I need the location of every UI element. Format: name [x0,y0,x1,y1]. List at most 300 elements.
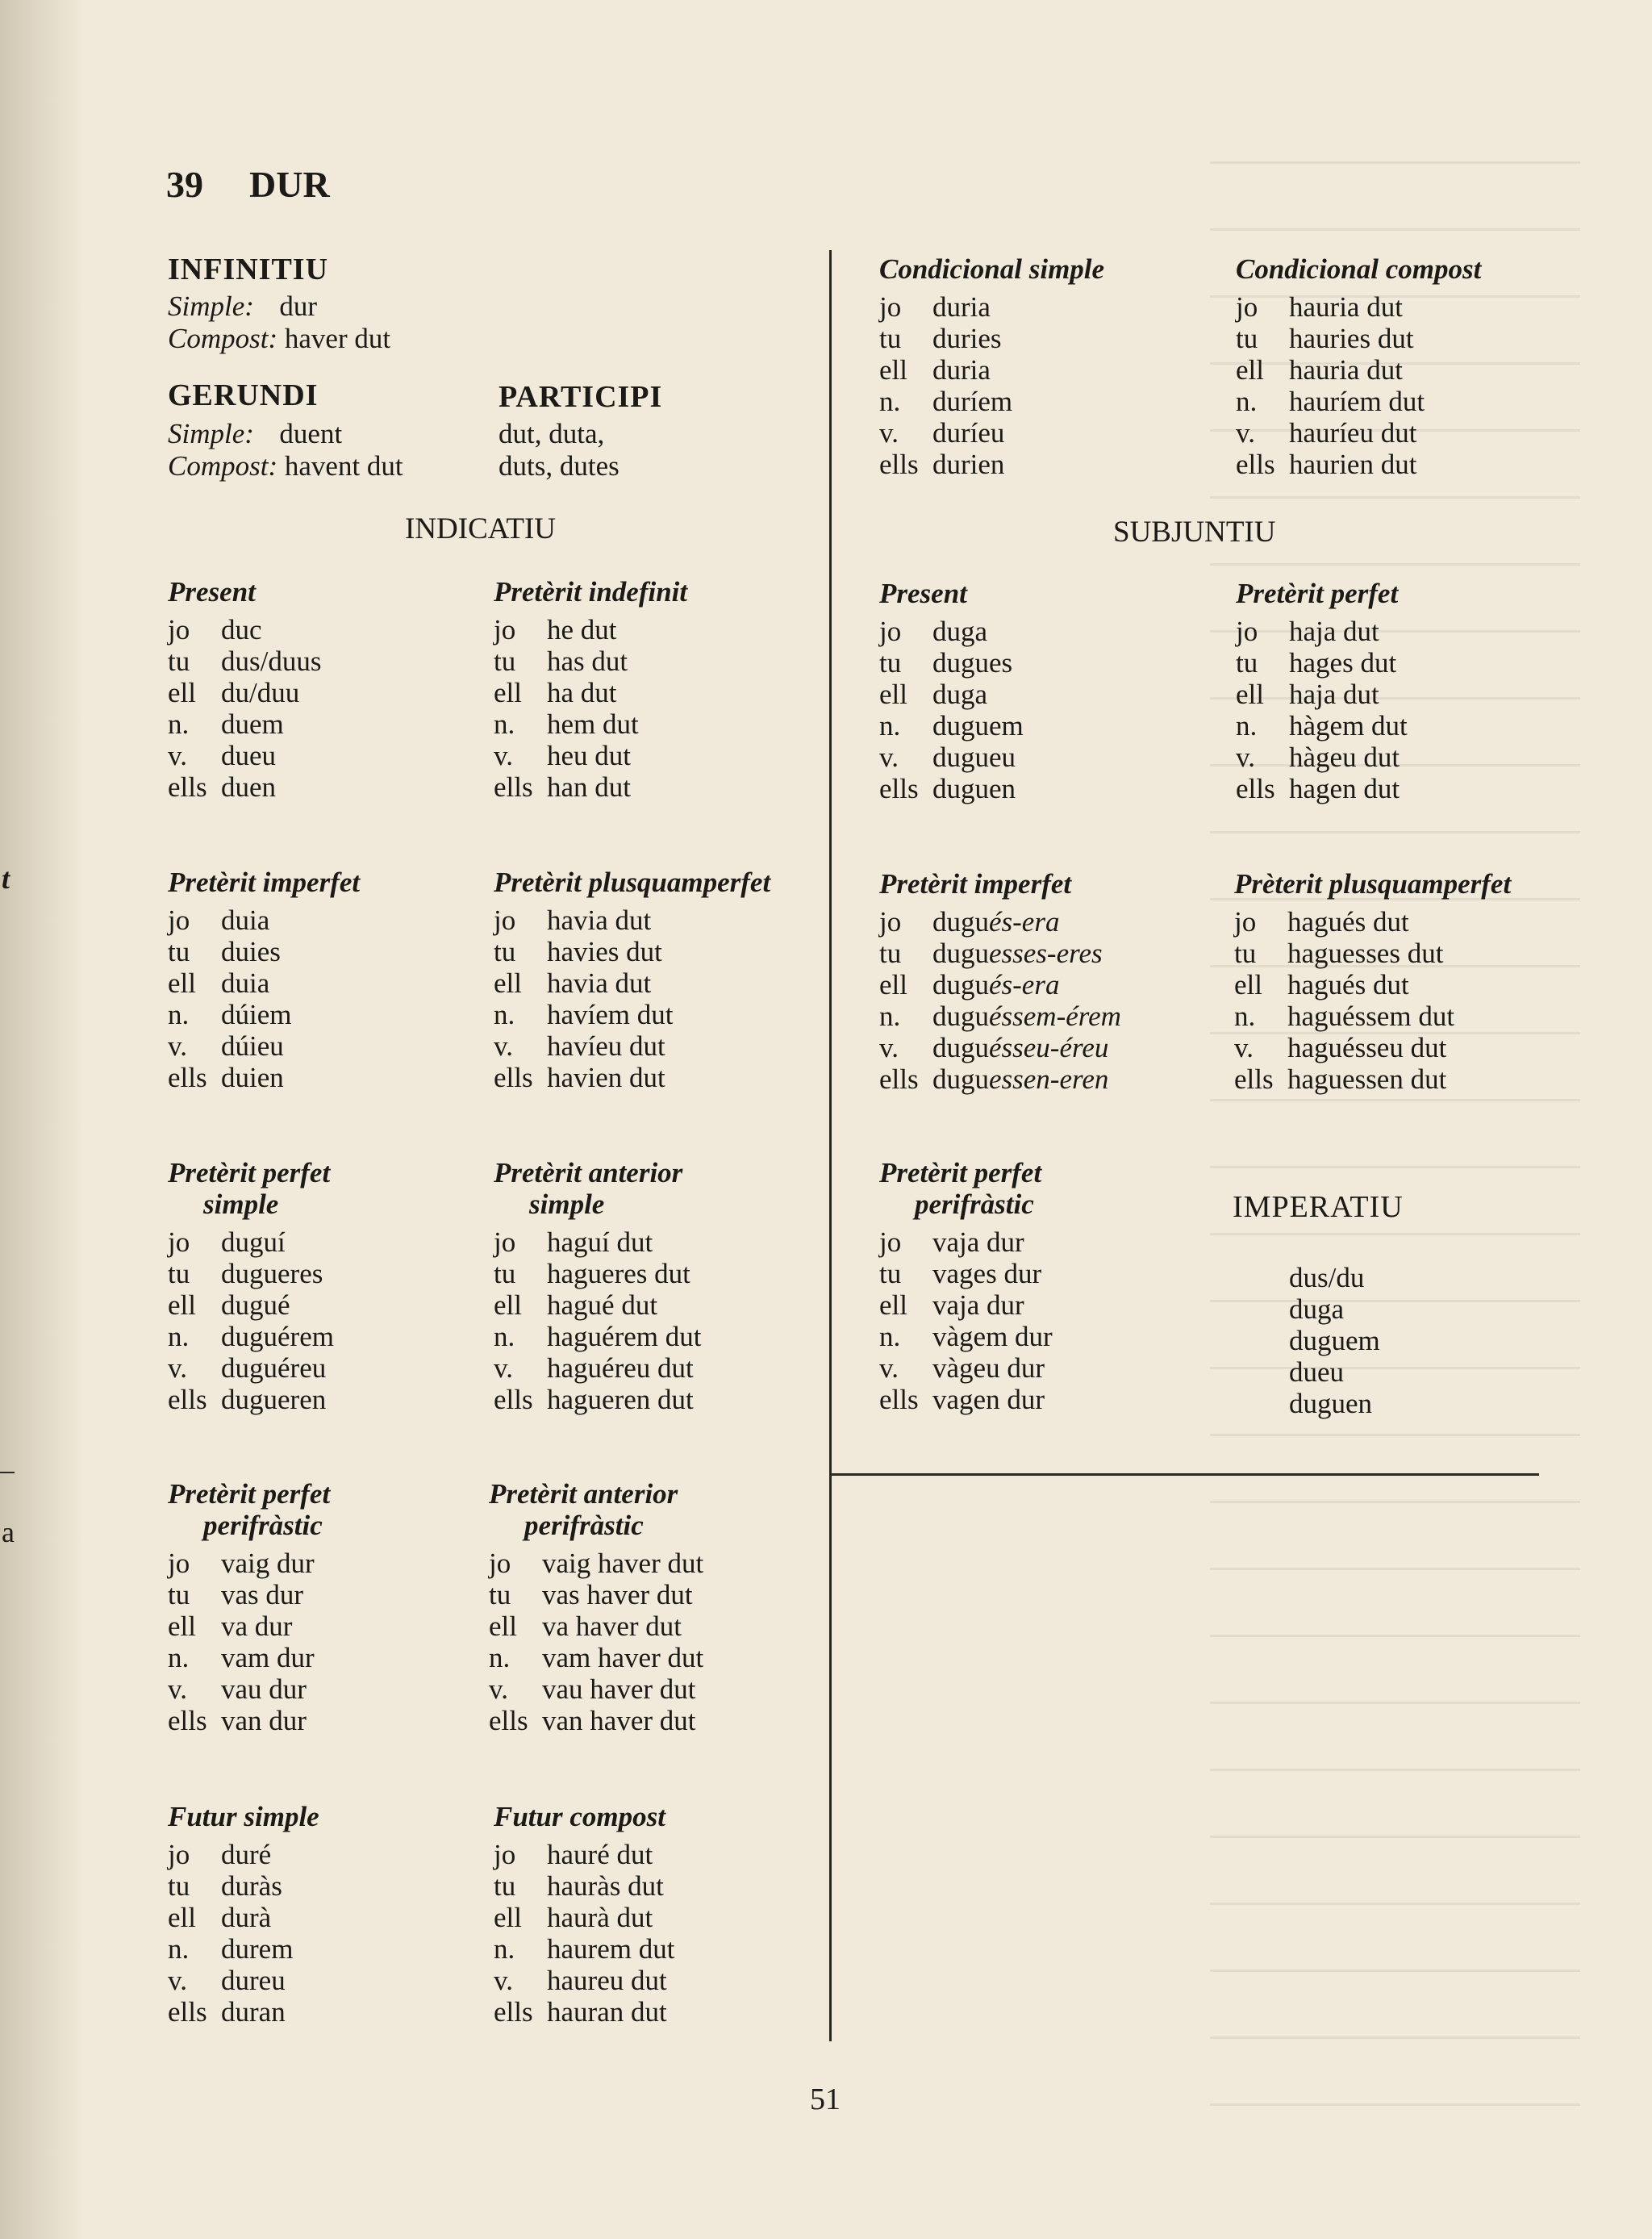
pronoun: jo [879,616,902,647]
verb-form [542,1610,682,1642]
verb-form-stem: ha dut [547,677,617,708]
verb-form [547,1226,653,1258]
verb-form [932,969,1059,1000]
pronoun: jo [1236,291,1258,323]
pronoun: v. [879,417,899,449]
conjugation-list [168,1226,334,1415]
verb-form-stem: duc [221,614,262,645]
verb-form [932,773,1016,804]
verb-form [221,1642,315,1673]
pronoun: tu [494,1870,516,1902]
conjugation-row [879,354,1104,386]
conjugation-row [879,291,1104,323]
tense-title [494,1801,674,1832]
pronoun: ell [494,1902,522,1933]
conjugation-row [879,616,1024,647]
verb-form [547,1321,701,1352]
tense-title-line: Pretèrit perfet [1236,578,1399,609]
pronoun: ell [494,1289,522,1321]
conjugation-row [494,1902,674,1933]
pronoun: ells [168,1996,207,2028]
conjugation-list [494,1226,701,1415]
pronoun: n. [168,1642,190,1673]
tense-title [494,867,770,898]
pronoun: v. [489,1673,508,1705]
tense-title [879,253,1104,285]
tense-condicional-simple [879,253,1104,480]
pronoun: jo [879,1226,902,1258]
pronoun: ell [168,967,196,999]
conjugation-row [494,967,770,999]
verb-form [1287,969,1409,1000]
tense-title-line: Pretèrit anterior [494,1157,683,1188]
verb-form-stem: vam dur [221,1642,315,1673]
conjugation-row [1234,969,1511,1000]
pronoun: ell [879,354,907,386]
conjugation-row [879,1352,1053,1384]
verb-form-stem: havien dut [547,1062,665,1093]
conjugation-row [879,1321,1053,1352]
verb-form [1289,323,1414,354]
pronoun: jo [494,904,516,936]
verb-form-stem: dugu [932,969,989,1000]
verb-form [932,1258,1041,1289]
pronoun: n. [1236,386,1258,417]
pronoun: jo [168,1548,190,1579]
verb-form-stem: hagueren dut [547,1384,694,1415]
conjugation-row [1236,386,1481,417]
pronoun: tu [1236,647,1258,679]
pronoun: ell [168,1610,196,1642]
verb-form [932,1226,1024,1258]
verb-form [932,354,991,386]
verb-form-stem: durem [221,1933,294,1965]
pronoun: n. [494,708,515,740]
pronoun: ell [494,967,522,999]
verb-form-stem: hagueres dut [547,1258,690,1289]
verb-form-stem: haja dut [1289,616,1379,647]
tense-preterit-indefinit [494,576,687,803]
verb-form [932,906,1059,938]
verb-form [221,1289,290,1321]
verb-form [932,1352,1045,1384]
verb-form [221,645,321,677]
pronoun: jo [494,1226,516,1258]
pronoun: ells [494,1996,533,2028]
pronoun: ells [494,1062,533,1093]
verb-form [221,1062,284,1093]
conjugation-list [879,616,1024,804]
pronoun: n. [489,1642,511,1673]
participi-line: dut, duta, [499,418,605,449]
tense-title [168,1801,319,1832]
verb-form [932,710,1024,741]
conjugation-row [494,999,770,1030]
conjugation-row [168,677,321,708]
conjugation-row [168,708,321,740]
conjugation-row [494,708,687,740]
verb-form [932,938,1103,969]
verb-form-stem: dugu [932,1000,989,1032]
verb-form [542,1579,693,1610]
verb-form-stem: vau dur [221,1673,307,1705]
conjugation-row [168,1289,334,1321]
verb-form-stem: heu dut [547,740,632,771]
tense-subjuntiu-preterit-perfet [1236,578,1408,804]
pronoun: ell [879,1289,907,1321]
conjugation-row [494,1996,674,2028]
conjugation-list [168,904,360,1093]
imperatiu-form: duga [1289,1293,1345,1325]
verb-form [547,771,631,803]
conjugation-row [489,1548,703,1579]
verb-form-stem: van haver dut [542,1705,696,1736]
conjugation-list [494,1839,674,2028]
verb-form-stem: haja dut [1289,679,1379,710]
verb-form [547,1062,665,1093]
verb-form-stem: haurien dut [1289,449,1417,480]
verb-form-stem: hauria dut [1289,291,1403,323]
pronoun: ell [1236,679,1264,710]
tense-subjuntiu-present [879,578,1024,804]
verb-form-stem: vages dur [932,1258,1042,1289]
verb-form [547,936,662,967]
pronoun: n. [879,1321,901,1352]
conjugation-row [168,1673,330,1705]
pronoun: tu [879,938,902,969]
conjugation-row [494,936,770,967]
tense-title-line: Pretèrit perfet [879,1157,1042,1188]
pronoun: v. [1234,1032,1254,1063]
conjugation-row [168,1352,334,1384]
tense-title [168,1478,330,1541]
conjugation-row [879,1226,1053,1258]
pronoun: v. [168,1030,187,1062]
conjugation-row [879,1063,1121,1095]
pronoun: ell [168,1902,196,1933]
conjugation-row [168,1610,330,1642]
conjugation-list [494,614,687,803]
conjugation-row [1236,291,1481,323]
tense-title [879,868,1121,900]
pronoun: n. [494,999,515,1030]
verb-form-stem: duran [221,1996,286,2028]
verb-form-ending: éssem-érem [989,1000,1121,1032]
verb-form [547,967,651,999]
verb-form [221,936,281,967]
verb-form [221,967,269,999]
conjugation-row [879,1032,1121,1063]
verb-form [547,1384,694,1415]
conjugation-row [879,969,1121,1000]
tense-title-line: Present [168,576,256,608]
verb-form-stem: hagués dut [1287,969,1409,1000]
verb-form [547,1289,657,1321]
verb-form [221,1384,326,1415]
tense-futur-simple [168,1801,319,2028]
verb-form [547,1933,674,1965]
verb-form-stem: haguí dut [547,1226,653,1258]
tense-title-line: Pretèrit imperfet [168,867,361,898]
verb-form-stem: duem [221,708,284,740]
verb-form-stem: hauríem dut [1289,386,1425,417]
conjugation-row [168,999,360,1030]
pronoun: tu [1236,323,1258,354]
verb-form-stem: durien [932,449,1005,480]
conjugation-row [494,1352,701,1384]
pronoun: v. [1236,741,1255,773]
verb-form [547,1839,653,1870]
verb-form-stem: hauràs dut [547,1870,664,1902]
pronoun: v. [1236,417,1255,449]
conjugation-row [494,1258,701,1289]
tense-preterit-anterior-perifrastic [489,1478,703,1736]
verb-form-stem: havies dut [547,936,662,967]
tense-title-line: Futur compost [494,1801,665,1832]
pronoun: v. [168,1352,187,1384]
verb-form [1289,449,1416,480]
conjugation-list [879,906,1121,1095]
pronoun: jo [168,614,190,645]
conjugation-row [494,1289,701,1321]
column-divider [829,250,832,2041]
verb-form-stem: duguem [932,710,1024,741]
pronoun: tu [489,1579,511,1610]
verb-form-stem: vaja dur [932,1226,1024,1258]
conjugation-list [879,1226,1053,1415]
imperatiu-form: duguen [1289,1388,1373,1419]
conjugation-row [168,1258,334,1289]
conjugation-list [168,1548,330,1736]
conjugation-list [1236,616,1408,804]
verb-form-stem: duguéreu [221,1352,327,1384]
verb-form-stem: haguérem dut [547,1321,702,1352]
conjugation-row [879,647,1024,679]
verb-form [547,1870,664,1902]
verb-form [932,1289,1024,1321]
tense-title-line: Pretèrit perfet [168,1157,331,1188]
conjugation-row [168,1226,334,1258]
verb-form-stem: haureu dut [547,1965,667,1996]
tense-title [1236,578,1408,609]
verb-form-stem: hages dut [1289,647,1397,679]
conjugation-row [489,1642,703,1673]
pronoun: jo [494,1839,516,1870]
tense-subjuntiu-preterit-plusquamperfet [1234,868,1511,1095]
verb-form-stem: haguesses dut [1287,938,1444,969]
conjugation-row [494,1870,674,1902]
conjugation-row [879,1258,1053,1289]
pronoun: n. [168,1321,190,1352]
pronoun: ells [494,771,533,803]
infinitiu-title: INFINITIU [168,253,329,286]
conjugation-row [168,645,321,677]
verb-form [547,999,674,1030]
pronoun: ells [1236,449,1275,480]
pronoun: v. [879,1352,899,1384]
pronoun: v. [494,1352,513,1384]
tense-title-line: perifràstic [524,1510,644,1541]
pronoun: ells [1234,1063,1274,1095]
pronoun: tu [879,1258,902,1289]
verb-form [547,1965,667,1996]
verb-form [932,291,991,323]
verb-form [542,1548,703,1579]
verb-form-stem: hem dut [547,708,639,740]
pronoun: ell [879,969,907,1000]
conjugation-row [168,904,360,936]
verb-form-stem: dúiem [221,999,292,1030]
verb-form [1289,710,1408,741]
pronoun: ells [879,449,919,480]
verb-form-ending: esses-eres [989,938,1103,969]
verb-form [932,1384,1045,1415]
conjugation-row [879,449,1104,480]
conjugation-row [494,1384,701,1415]
verb-form [221,1030,284,1062]
conjugation-row [168,1902,319,1933]
tense-condicional-compost [1236,253,1481,480]
tense-preterit-anterior-simple [494,1157,701,1415]
verb-form-stem: duia [221,967,270,999]
verb-form-stem: vaja dur [932,1289,1024,1321]
verb-form [1289,417,1416,449]
conjugation-row [494,1839,674,1870]
verb-form [1287,1000,1454,1032]
pronoun: n. [1236,710,1258,741]
tense-title [489,1478,703,1541]
verb-form-ending: essen-eren [989,1063,1109,1095]
pronoun: jo [494,614,516,645]
imperatiu-title: IMPERATIU [1233,1190,1404,1224]
participi-line: duts, dutes [499,450,620,482]
pronoun: tu [168,936,190,967]
verb-form-stem: du/duu [221,677,300,708]
verb-form-stem: duries [932,323,1002,354]
conjugation-row [168,967,360,999]
verb-form-stem: dugueren [221,1384,327,1415]
conjugation-row [879,1000,1121,1032]
verb-form-stem: hagen dut [1289,773,1400,804]
pronoun: ells [168,1062,207,1093]
conjugation-list [1234,906,1511,1095]
conjugation-row [168,1870,319,1902]
pronoun: v. [494,740,513,771]
pronoun: v. [879,741,899,773]
verb-form-stem: haguéreu dut [547,1352,694,1384]
verb-form-stem: han dut [547,771,632,803]
tense-indicatiu-preterit-plusquamperfet [494,867,770,1093]
conjugation-row [489,1579,703,1610]
verb-form-ending: ésseu-éreu [989,1032,1109,1063]
verb-form [1289,354,1403,386]
conjugation-row [1234,1032,1511,1063]
conjugation-row [494,1321,701,1352]
tense-subjuntiu-preterit-imperfet [879,868,1121,1095]
conjugation-row [494,1933,674,1965]
verb-form [221,1965,286,1996]
verb-form-stem: havia dut [547,967,652,999]
conjugation-row [494,677,687,708]
tense-title-line: Pretèrit plusquamperfet [494,867,771,898]
pronoun: jo [168,904,190,936]
pronoun: jo [1234,906,1257,938]
tense-futur-compost [494,1801,674,2028]
verb-form [542,1642,703,1673]
conjugation-row [1236,354,1481,386]
pronoun: ells [168,1705,207,1736]
conjugation-row [1236,417,1481,449]
verb-form [932,1000,1121,1032]
pronoun: ells [879,1384,919,1415]
verb-form-stem: va dur [221,1610,293,1642]
verb-form-stem: duré [221,1839,272,1870]
pronoun: n. [879,386,901,417]
conjugation-row [879,741,1024,773]
verb-form [547,614,617,645]
pronoun: tu [168,1258,190,1289]
subjuntiu-end-rule [829,1473,1539,1476]
conjugation-row [879,710,1024,741]
verb-form-stem: haurà dut [547,1902,653,1933]
pronoun: jo [168,1839,190,1870]
tense-title-line: Condicional simple [879,253,1105,285]
tense-title-line: simple [203,1188,279,1220]
verb-form [547,1352,694,1384]
conjugation-row [879,773,1024,804]
verb-form-stem: hàgeu dut [1289,741,1400,773]
conjugation-row [1236,710,1408,741]
verb-form-stem: duga [932,679,988,710]
conjugation-list [879,291,1104,480]
verb-form [1289,741,1400,773]
tense-title-line: simple [529,1188,605,1220]
pronoun: tu [168,645,190,677]
conjugation-row [494,904,770,936]
verb-form-stem: duràs [221,1870,282,1902]
verb-form-stem: hauries dut [1289,323,1414,354]
verb-form-stem: duien [221,1062,284,1093]
verb-form-ending: és-era [989,906,1060,938]
verb-form [547,904,651,936]
conjugation-row [1236,679,1408,710]
verb-form [547,677,617,708]
imperatiu-form: duguem [1289,1325,1380,1356]
pronoun: tu [1234,938,1257,969]
verb-form [1289,679,1379,710]
tense-title-line: Prèterit plusquamperfet [1234,868,1512,900]
verb-form-stem: vam haver dut [542,1642,704,1673]
verb-form [221,1996,286,2028]
tense-title [879,578,1024,609]
verb-form-stem: van dur [221,1705,307,1736]
tense-title-line: Futur simple [168,1801,319,1832]
conjugation-row [168,1996,319,2028]
verb-form [221,1321,334,1352]
verb-form-stem: dugué [221,1289,290,1321]
verb-form [1287,1063,1446,1095]
conjugation-row [168,1965,319,1996]
conjugation-row [489,1610,703,1642]
verb-form-stem: dugueu [932,741,1016,773]
conjugation-list [494,904,770,1093]
verb-form-stem: dueu [221,740,277,771]
infinitiu-compost: Compost: haver dut [168,323,391,354]
conjugation-row [879,906,1121,938]
tense-title [494,1157,701,1220]
participi-title: PARTICIPI [499,380,663,414]
pronoun: v. [494,1965,513,1996]
